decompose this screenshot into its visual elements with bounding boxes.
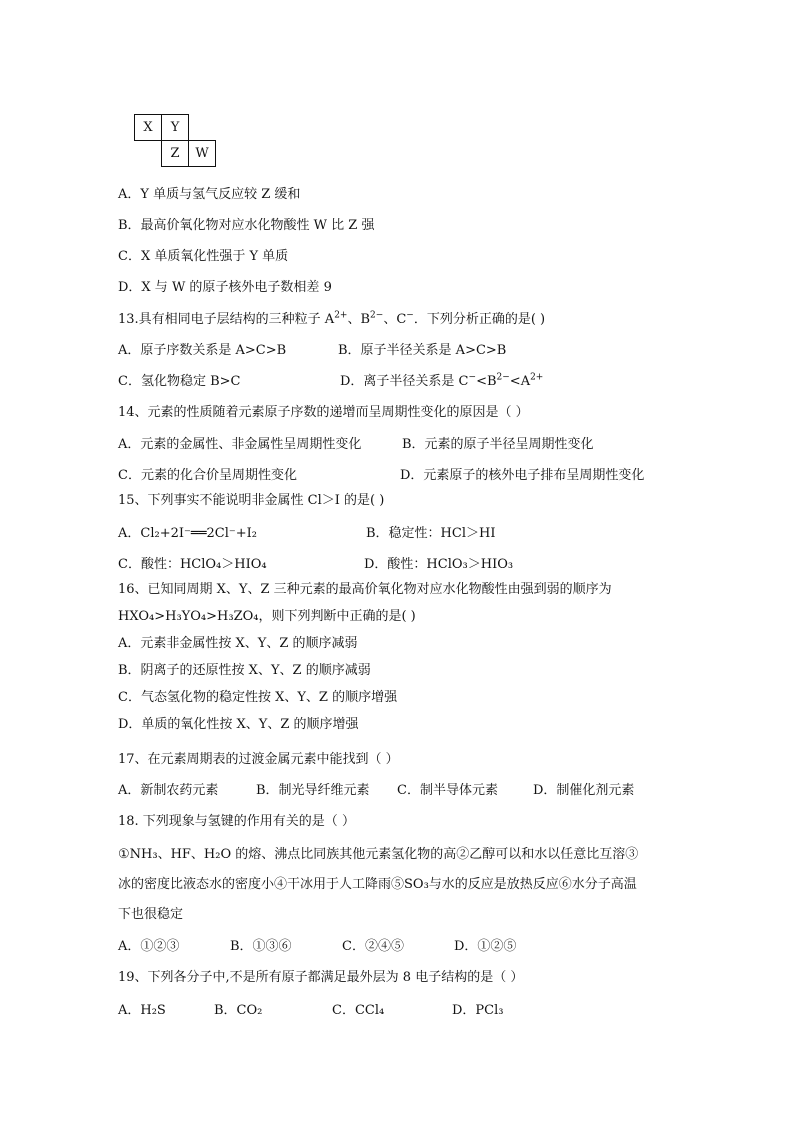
q19-option-d: D．PCl₃ — [452, 1003, 504, 1018]
q17-stem: 17、在元素周期表的过渡金属元素中能找到（ ） — [118, 752, 399, 767]
q17-option-a: A．新制农药元素 — [118, 783, 219, 798]
q15-option-a: A．Cl₂+2I⁻══2Cl⁻+I₂ — [118, 526, 257, 541]
q12-option-c: C．X 单质氧化性强于 Y 单质 — [118, 249, 289, 264]
q18-option-c: C．②④⑤ — [342, 939, 404, 954]
cell-w: W — [188, 140, 216, 167]
q16-stem-line-2: HXO₄>H₃YO₄>H₃ZO₄，则下列判断中正确的是( ) — [118, 609, 416, 624]
q14-option-a: A．元素的金属性、非金属性呈周期性变化 — [118, 437, 362, 452]
q14-option-c: C．元素的化合价呈周期性变化 — [118, 468, 297, 483]
q16-option-d: D．单质的氧化性按 X、Y、Z 的顺序增强 — [118, 717, 359, 732]
q18-stem: 18. 下列现象与氢键的作用有关的是（ ） — [118, 814, 355, 829]
q14-stem: 14、元素的性质随着元素原子序数的递增而呈周期性变化的原因是（ ） — [118, 405, 529, 420]
cell-y: Y — [161, 114, 189, 141]
q14-option-d: D．元素原子的核外电子排布呈周期性变化 — [400, 468, 645, 483]
q16-stem-line-1: 16、已知同周期 X、Y、Z 三种元素的最高价氧化物对应水化物酸性由强到弱的顺序为 — [118, 582, 612, 597]
q18-option-b: B．①③⑥ — [230, 939, 292, 954]
q13-option-a: A．原子序数关系是 A>C>B — [118, 343, 287, 358]
q13-option-d: D．离子半径关系是 $C^-<B^{2-}<A^{2+}$ — [340, 372, 544, 389]
q19-option-b: B．CO₂ — [214, 1003, 263, 1018]
cell-x: X — [134, 114, 162, 141]
q12-option-a: A．Y 单质与氢气反应较 Z 缓和 — [118, 187, 301, 202]
cell-z: Z — [161, 140, 189, 167]
q15-option-c: C．酸性：HClO₄＞HIO₄ — [118, 557, 267, 572]
q14-option-b: B．元素的原子半径呈周期性变化 — [402, 437, 594, 452]
q15-stem: 15、下列事实不能说明非金属性 Cl＞I 的是( ) — [118, 493, 385, 508]
q18-body-line-2: 冰的密度比液态水的密度小④干冰用于人工降雨⑤SO₃与水的反应是放热反应⑥水分子高温 — [118, 877, 637, 892]
q19-option-c: C．CCl₄ — [332, 1003, 385, 1018]
q15-option-b: B．稳定性：HCl＞HI — [366, 526, 496, 541]
q16-option-b: B．阴离子的还原性按 X、Y、Z 的顺序减弱 — [118, 663, 371, 678]
q18-body-line-1: ①NH₃、HF、H₂O 的熔、沸点比同族其他元素氢化物的高②乙醇可以和水以任意比互溶③ — [118, 847, 639, 862]
q16-option-a: A．元素非金属性按 X、Y、Z 的顺序减弱 — [118, 636, 358, 651]
q12-option-b: B．最高价氧化物对应水化物酸性 W 比 Z 强 — [118, 218, 375, 233]
q19-option-a: A．H₂S — [118, 1003, 166, 1018]
q17-option-c: C．制半导体元素 — [397, 783, 498, 798]
q16-option-c: C．气态氢化物的稳定性按 X、Y、Z 的顺序增强 — [118, 690, 398, 705]
q13-option-b: B．原子半径关系是 A>C>B — [338, 343, 507, 358]
q18-body-line-3: 下也很稳定 — [118, 907, 184, 922]
q15-option-d: D．酸性：HClO₃＞HIO₃ — [364, 557, 514, 572]
q13-stem: 13.具有相同电子层结构的三种粒子 $A^{2+}$、$B^{2-}$、C−．下列分析正确的是( ) — [118, 310, 546, 327]
q18-option-d: D．①②⑤ — [454, 939, 517, 954]
q19-stem: 19、下列各分子中,不是所有原子都满足最外层为 8 电子结构的是（ ） — [118, 970, 524, 985]
q13-option-c: C．氢化物稳定 B>C — [118, 374, 241, 389]
element-position-table — [134, 114, 224, 168]
q17-option-d: D．制催化剂元素 — [533, 783, 635, 798]
q17-option-b: B．制光导纤维元素 — [256, 783, 370, 798]
q18-option-a: A．①②③ — [118, 939, 180, 954]
q12-option-d: D．X 与 W 的原子核外电子数相差 9 — [118, 280, 332, 295]
